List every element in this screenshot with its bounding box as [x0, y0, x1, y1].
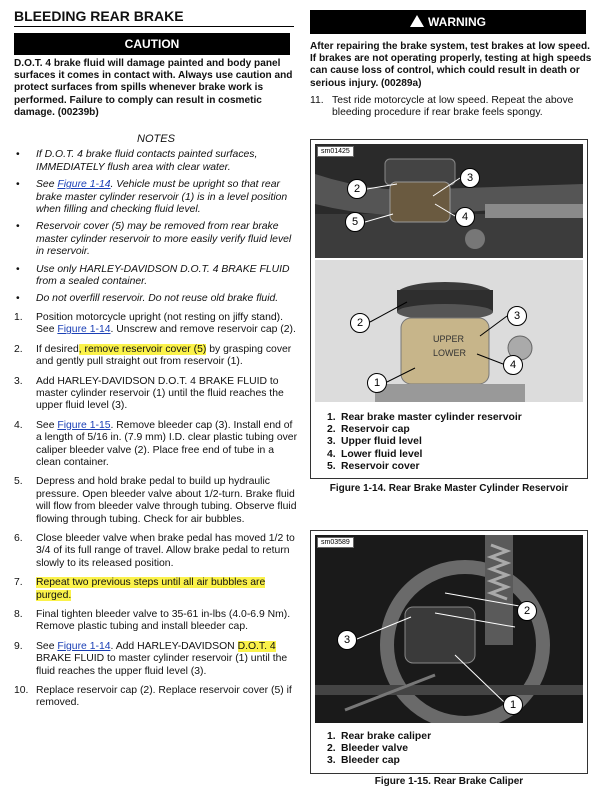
caution-text: D.O.T. 4 brake fluid will damage painted and body panel surfaces it comes in contact with. Always use caution and protect surfaces from spills whenever brake work is performed. Failure to comply can result in cosmetic damage. (00239b)	[14, 58, 293, 118]
step-item	[14, 685, 298, 710]
note-text: If D.O.T. 4 brake fluid contacts painted surfaces, IMMEDIATELY flush area with clear water.	[36, 149, 258, 173]
callout-2: 2	[517, 601, 537, 621]
note-item	[14, 264, 298, 289]
step-number: 5.	[14, 476, 23, 488]
legend-number: 3.	[327, 436, 336, 448]
figure-id: sm03589	[317, 537, 354, 548]
step-text: See	[36, 419, 58, 431]
notes-title: NOTES	[137, 133, 175, 146]
callout-4: 4	[455, 207, 475, 227]
legend-text: Rear brake master cylinder reservoir	[341, 412, 522, 423]
caution-banner	[14, 33, 290, 55]
note-text: . Vehicle must be upright so that rear brake master cylinder reservoir (1) is in a level position when filling and checking fluid level.	[36, 179, 288, 216]
caution-label: CAUTION	[124, 37, 180, 51]
figure-1-14-caption: Figure 1-14. Rear Brake Master Cylinder Reservoir	[329, 483, 569, 494]
step-text: BRAKE FLUID to master cylinder reservoir (1) until the fluid reaches the upper fluid level (3).	[36, 653, 288, 677]
right-column	[310, 10, 592, 120]
step-item	[14, 344, 298, 369]
legend-item	[327, 755, 431, 767]
step-text: Test ride motorcycle at low speed. Repeat the above bleeding procedure if rear brake feels spongy.	[332, 94, 574, 119]
legend-number: 2.	[327, 743, 336, 755]
step-text: . Remove bleeder cap (3). Install end of a length of 5/16 in. (7.9 mm) I.D. clear plastic tubing over caliper bleeder valve (2). Place free end of tube in a clean container.	[36, 419, 298, 468]
highlighted-text: Repeat two previous steps until all air bubbles are purged.	[36, 577, 266, 601]
reservoir-upper-mark: UPPER	[433, 334, 465, 344]
legend-item	[327, 743, 431, 755]
step-text: Replace reservoir cap (2). Replace reservoir cover (5) if removed.	[36, 685, 292, 709]
callout-5: 5	[345, 212, 365, 232]
figure-1-15-caption: Figure 1-15. Rear Brake Caliper	[374, 776, 524, 787]
step-text: Close bleeder valve when brake pedal has moved 1/2 to 3/4 of its full range of travel. Allow brake pedal to return slowly to its released position.	[36, 532, 295, 569]
warning-label: WARNING	[428, 15, 486, 29]
step-text: If desired	[36, 343, 79, 355]
legend-number: 1.	[327, 731, 336, 742]
warning-text: After repairing the brake system, test brakes at low speed. If brakes are not operating properly, testing at high speeds can cause loss of control, which could result in death or serious injury. (00289a)	[310, 41, 592, 89]
steps-list	[14, 312, 298, 710]
note-item	[14, 293, 298, 305]
highlighted-text: , remove reservoir cover (5)	[78, 343, 207, 355]
step-item	[14, 420, 298, 470]
notes-list	[14, 149, 298, 305]
step-number: 11.	[310, 94, 324, 106]
figure-1-15-legend	[327, 731, 431, 768]
step-item	[14, 533, 298, 570]
figure-1-15	[310, 530, 588, 774]
legend-item	[327, 731, 431, 743]
callout-3: 3	[337, 630, 357, 650]
legend-number: 2.	[327, 424, 336, 436]
step-text: . Add HARLEY-DAVIDSON	[110, 640, 238, 652]
legend-item	[327, 449, 522, 461]
legend-number: 3.	[327, 755, 336, 767]
step-number: 3.	[14, 375, 23, 387]
step-item	[14, 641, 298, 678]
legend-number: 1.	[327, 412, 336, 423]
caliper-photo	[315, 535, 583, 723]
legend-text: Bleeder valve	[341, 743, 409, 755]
warning-triangle-icon	[410, 15, 424, 27]
step-number: 2.	[14, 343, 23, 355]
step-number: 6.	[14, 532, 23, 544]
callout-2: 2	[347, 179, 367, 199]
legend-number: 5.	[327, 460, 336, 472]
legend-text: Lower fluid level	[341, 448, 423, 460]
callout-3: 3	[460, 168, 480, 188]
callout-3: 3	[507, 306, 527, 326]
callout-1: 1	[503, 695, 523, 715]
step-number: 9.	[14, 640, 23, 652]
legend-item	[327, 436, 522, 448]
figure-1-14	[310, 139, 588, 479]
legend-text: Bleeder cap	[341, 755, 400, 767]
step-item	[310, 95, 592, 120]
callout-4: 4	[503, 355, 523, 375]
legend-text: Upper fluid level	[341, 436, 422, 448]
legend-number: 4.	[327, 448, 336, 460]
callout-lines-top	[315, 144, 583, 258]
warning-banner	[310, 10, 586, 34]
note-text: See	[36, 179, 58, 191]
callout-lines-caliper	[315, 535, 583, 723]
figure-link[interactable]: Figure 1-15	[57, 419, 111, 431]
reservoir-photo-bottom	[315, 260, 583, 402]
legend-text: Rear brake caliper	[341, 731, 432, 742]
highlighted-text: D.O.T. 4	[237, 640, 276, 652]
step-text: Depress and hold brake pedal to build up hydraulic pressure. Open bleeder valve about 1/2-turn. Brake fluid will flow from bleeder valve through tubing. Observe fluid flowing through tubing. Check for air bubbles.	[36, 476, 297, 525]
step-item	[14, 609, 298, 634]
step-text: Position motorcycle upright (not resting on jiffy stand). See	[36, 311, 283, 336]
step-number: 4.	[14, 419, 23, 431]
callout-1: 1	[367, 373, 387, 393]
note-item	[14, 179, 298, 216]
note-text: Use only HARLEY-DAVIDSON D.O.T. 4 BRAKE FLUID from a sealed container.	[36, 263, 290, 288]
reservoir-photo-top	[315, 144, 583, 258]
step-text: . Unscrew and remove reservoir cap (2).	[110, 324, 296, 336]
callout-2: 2	[350, 313, 370, 333]
note-text: Do not overfill reservoir. Do not reuse old brake fluid.	[36, 293, 279, 305]
step-text: by grasping cover and gently pull straight out from reservoir (1).	[36, 343, 292, 368]
step-number: 10.	[14, 685, 29, 697]
step-item	[14, 312, 298, 337]
figure-1-14-link[interactable]: Figure 1-14	[57, 179, 111, 191]
step-number: 7.	[14, 577, 23, 589]
step-item	[14, 376, 298, 413]
figure-link[interactable]: Figure 1-14	[57, 324, 111, 336]
legend-item	[327, 461, 522, 473]
legend-text: Reservoir cover	[341, 460, 420, 472]
step-item	[14, 476, 298, 526]
reservoir-lower-mark: LOWER	[433, 348, 467, 358]
note-text: Reservoir cover (5) may be removed from rear brake master cylinder reservoir to more easily verify fluid level in reservoir.	[36, 221, 292, 258]
note-item	[14, 149, 298, 174]
legend-item	[327, 412, 522, 424]
legend-text: Reservoir cap	[341, 424, 410, 436]
page-title: BLEEDING REAR BRAKE	[14, 8, 294, 27]
left-column	[14, 33, 298, 717]
figure-link[interactable]: Figure 1-14	[57, 640, 111, 652]
legend-item	[327, 424, 522, 436]
step-item	[14, 577, 298, 602]
figure-1-14-legend	[327, 412, 522, 473]
step-text: Add HARLEY-DAVIDSON D.O.T. 4 BRAKE FLUID to master cylinder reservoir (1) until the fluid reaches the upper fluid level (3).	[36, 375, 284, 412]
step-number: 8.	[14, 609, 23, 621]
step-text: See	[36, 640, 58, 652]
step-number: 1.	[14, 311, 23, 323]
figure-id: sm01425	[317, 146, 354, 157]
note-item	[14, 221, 298, 258]
step-text: Final tighten bleeder valve to 35-61 in-lbs (4.0-6.9 Nm). Remove plastic tubing and install bleeder cap.	[36, 609, 291, 633]
